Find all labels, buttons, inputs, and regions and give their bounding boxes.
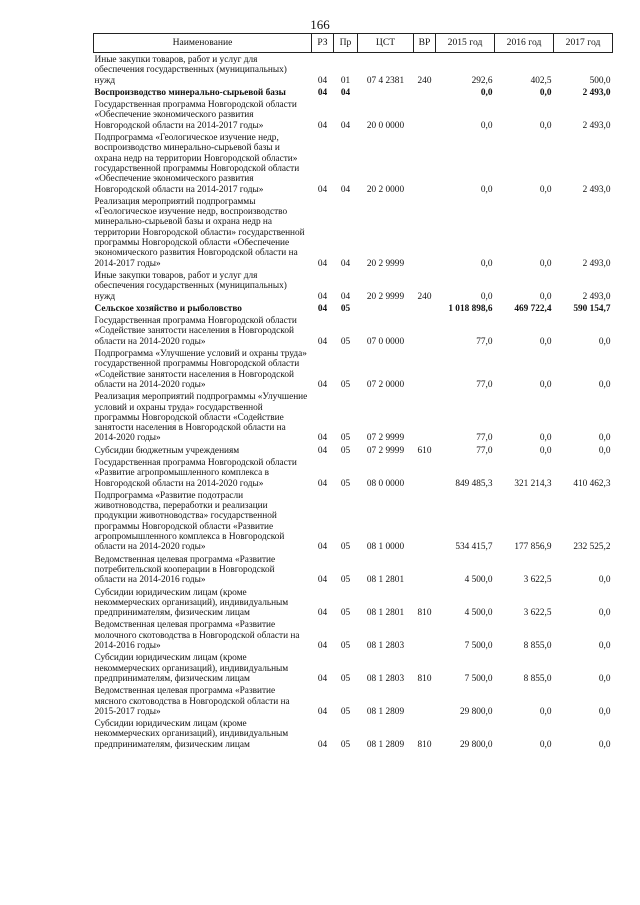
cell-2015: 77,0	[476, 445, 493, 456]
cell-cst: 08 1 2803	[366, 673, 405, 684]
table-row	[94, 390, 613, 443]
cell-2015: 0,0	[480, 120, 493, 131]
cell-vr	[414, 86, 436, 98]
cell-2015: 534 415,7	[455, 542, 493, 553]
cell-2016: 8 855,0	[523, 641, 552, 652]
cell-rz: 04	[317, 575, 328, 586]
table-header	[94, 34, 613, 53]
cell-cst: 08 1 2809	[366, 739, 405, 750]
cell-name: Подпрограмма «Улучшение условий и охраны труда» государственной программы Новгородской области «Содействие занятости населения в Новгородской области на 2014-2020 годы»	[94, 349, 307, 390]
cell-2015: 4 500,0	[464, 575, 493, 586]
cell-2016: 0,0	[539, 87, 552, 98]
cell-rz: 04	[317, 542, 328, 553]
cell-pr: 04	[340, 87, 351, 98]
cell-vr	[414, 131, 436, 195]
cell-rz: 04	[317, 120, 328, 131]
header-rz: РЗ	[312, 34, 334, 53]
cell-2015: 77,0	[476, 336, 493, 347]
cell-2016: 0,0	[539, 336, 552, 347]
cell-pr: 05	[340, 706, 351, 717]
cell-cst	[358, 86, 414, 98]
cell-rz: 04	[317, 673, 328, 684]
table-row	[94, 195, 613, 269]
cell-name: Иные закупки товаров, работ и услуг для обеспечения государственных (муниципальных) нужд	[94, 55, 287, 86]
cell-2017: 410 462,3	[573, 478, 611, 489]
cell-pr: 04	[340, 258, 351, 269]
table-row	[94, 86, 613, 98]
cell-rz: 04	[317, 303, 328, 314]
cell-name: Субсидии юридическим лицам (кроме некоммерческих организаций), индивидуальным предпринимателям, физическим лицам	[94, 719, 289, 750]
cell-2016: 321 214,3	[514, 478, 552, 489]
cell-vr	[414, 553, 436, 586]
cell-rz: 04	[317, 336, 328, 347]
cell-vr	[414, 489, 436, 553]
cell-2017: 2 493,0	[582, 258, 611, 269]
cell-2017: 2 493,0	[582, 120, 611, 131]
cell-pr: 05	[340, 542, 351, 553]
cell-2016: 3 622,5	[523, 575, 552, 586]
cell-2017: 0,0	[598, 433, 611, 444]
cell-vr	[414, 302, 436, 314]
cell-2017: 0,0	[598, 445, 611, 456]
table-row	[94, 314, 613, 347]
cell-vr	[414, 618, 436, 651]
cell-name: Реализация мероприятий подпрограммы «Геологическое изучение недр, воспроизводство минерально-сырьевой базы и охрана недр на территории Новгородской области» государственной программы Новгородской области «Обеспечение экономического развития Новгородской области на 2014-2017 годы»	[94, 196, 305, 269]
table-row	[94, 269, 613, 302]
cell-2015: 0,0	[480, 291, 493, 302]
budget-table	[93, 33, 613, 750]
cell-2017: 0,0	[598, 608, 611, 619]
cell-pr: 05	[340, 445, 351, 456]
cell-cst: 08 1 2801	[366, 608, 405, 619]
cell-2015: 29 800,0	[459, 706, 493, 717]
cell-2015: 1 018 898,6	[448, 303, 493, 314]
cell-2016: 0,0	[539, 445, 552, 456]
table-row	[94, 53, 613, 86]
cell-pr: 05	[340, 478, 351, 489]
cell-rz: 04	[317, 641, 328, 652]
cell-2016: 0,0	[539, 739, 552, 750]
cell-2017: 500,0	[589, 75, 611, 86]
cell-cst: 08 1 2809	[366, 706, 405, 717]
cell-rz: 04	[317, 87, 328, 98]
cell-cst: 07 4 2381	[366, 75, 405, 86]
cell-cst: 20 2 9999	[366, 258, 405, 269]
cell-rz: 04	[317, 291, 328, 302]
cell-cst: 08 1 2803	[366, 641, 405, 652]
cell-cst: 07 0 0000	[366, 336, 405, 347]
cell-2017: 2 493,0	[582, 87, 611, 98]
cell-pr: 05	[340, 641, 351, 652]
table-row	[94, 618, 613, 651]
cell-pr: 05	[340, 673, 351, 684]
cell-2015: 292,6	[471, 75, 493, 86]
cell-vr	[414, 684, 436, 717]
cell-name: Ведомственная целевая программа «Развитие мясного скотоводства в Новгородской области на 2015-2017 годы»	[94, 686, 290, 717]
cell-rz: 04	[317, 184, 328, 195]
cell-name: Субсидии юридическим лицам (кроме некоммерческих организаций), индивидуальным предпринимателям, физическим лицам	[94, 653, 289, 684]
cell-2016: 3 622,5	[523, 608, 552, 619]
cell-name: Государственная программа Новгородской области «Содействие занятости населения в Новгородской области на 2014-2020 годы»	[94, 316, 297, 347]
cell-2016: 402,5	[530, 75, 552, 86]
cell-rz: 04	[317, 75, 328, 86]
table-row	[94, 444, 613, 456]
cell-vr	[414, 195, 436, 269]
cell-cst: 20 2 9999	[366, 291, 405, 302]
cell-2015: 0,0	[480, 184, 493, 195]
cell-2015: 7 500,0	[464, 641, 493, 652]
cell-2015: 4 500,0	[464, 608, 493, 619]
cell-2016: 469 722,4	[514, 303, 552, 314]
cell-2016: 8 855,0	[523, 673, 552, 684]
cell-pr: 05	[340, 303, 351, 314]
cell-pr: 05	[340, 379, 351, 390]
cell-pr: 05	[340, 336, 351, 347]
cell-2016: 0,0	[539, 120, 552, 131]
table-row	[94, 586, 613, 619]
cell-name: Сельское хозяйство и рыболовство	[94, 303, 242, 314]
table-row	[94, 456, 613, 489]
cell-vr: 810	[417, 608, 432, 619]
cell-pr: 04	[340, 184, 351, 195]
cell-vr	[414, 98, 436, 131]
header-vr: ВР	[414, 34, 436, 53]
cell-cst: 20 2 0000	[366, 184, 405, 195]
cell-2017: 0,0	[598, 706, 611, 717]
cell-2017: 0,0	[598, 641, 611, 652]
cell-pr: 04	[340, 291, 351, 302]
cell-vr: 240	[417, 291, 432, 302]
cell-name: Государственная программа Новгородской области «Развитие агропромышленного комплекса в Новгородской области на 2014-2020 годы»	[94, 457, 297, 489]
cell-2016: 0,0	[539, 184, 552, 195]
cell-vr: 810	[417, 739, 432, 750]
cell-rz: 04	[317, 258, 328, 269]
cell-name: Государственная программа Новгородской области «Обеспечение экономического развития Новгородской области на 2014-2017 годы»	[94, 100, 297, 131]
cell-pr: 04	[340, 120, 351, 131]
header-2016: 2016 год	[495, 34, 554, 53]
cell-rz: 04	[317, 478, 328, 489]
cell-rz: 04	[317, 739, 328, 750]
table-row	[94, 651, 613, 684]
cell-rz: 04	[317, 608, 328, 619]
cell-name: Реализация мероприятий подпрограммы «Улучшение условий и охраны труда» государственной программы Новгородской области «Содействие занятости населения в Новгородской области на 2014-2020 годы»	[94, 392, 308, 444]
cell-vr	[414, 456, 436, 489]
cell-name: Иные закупки товаров, работ и услуг для обеспечения государственных (муниципальных) нужд	[94, 270, 287, 302]
cell-2016: 0,0	[539, 379, 552, 390]
table-row	[94, 98, 613, 131]
table-row	[94, 347, 613, 390]
cell-pr: 05	[340, 608, 351, 619]
cell-2017: 0,0	[598, 673, 611, 684]
cell-rz: 04	[317, 706, 328, 717]
cell-name: Субсидии бюджетным учреждениям	[94, 445, 240, 456]
cell-2017: 0,0	[598, 575, 611, 586]
cell-vr	[414, 390, 436, 443]
table-row	[94, 302, 613, 314]
cell-2015: 0,0	[480, 258, 493, 269]
page-number: 166	[310, 17, 330, 32]
cell-vr	[414, 347, 436, 390]
header-name: Наименование	[94, 34, 312, 53]
cell-2015: 7 500,0	[464, 673, 493, 684]
cell-2017: 590 154,7	[573, 303, 611, 314]
cell-cst: 07 2 0000	[366, 379, 405, 390]
cell-2017: 0,0	[598, 379, 611, 390]
cell-2017: 2 493,0	[582, 184, 611, 195]
cell-pr: 05	[340, 433, 351, 444]
cell-2016: 0,0	[539, 291, 552, 302]
table-row	[94, 489, 613, 553]
cell-vr: 610	[417, 445, 432, 456]
table-row	[94, 717, 613, 750]
cell-2015: 77,0	[476, 433, 493, 444]
cell-name: Ведомственная целевая программа «Развитие потребительской кооперации в Новгородской области на 2014-2016 годы»	[94, 554, 276, 586]
header-pr: Пр	[334, 34, 358, 53]
table-body	[94, 53, 613, 751]
cell-rz: 04	[317, 379, 328, 390]
cell-name: Подпрограмма «Развитие подотрасли животноводства, переработки и реализации продукции животноводства» государственной программы Новгородской области «Развитие агропромышленного комплекса в Новгородской области на 2014-2020 годы»	[94, 490, 285, 553]
cell-2015: 0,0	[480, 87, 493, 98]
cell-2016: 0,0	[539, 706, 552, 717]
cell-2015: 77,0	[476, 379, 493, 390]
cell-2016: 0,0	[539, 433, 552, 444]
cell-2016: 0,0	[539, 258, 552, 269]
cell-vr: 810	[417, 673, 432, 684]
cell-name: Воспроизводство минерально-сырьевой базы	[94, 87, 286, 98]
cell-rz: 04	[317, 445, 328, 456]
table-row	[94, 553, 613, 586]
cell-2016: 177 856,9	[514, 542, 552, 553]
cell-pr: 05	[340, 739, 351, 750]
header-2017: 2017 год	[554, 34, 613, 53]
header-cst: ЦСТ	[358, 34, 414, 53]
cell-vr	[414, 314, 436, 347]
cell-2015: 29 800,0	[459, 739, 493, 750]
cell-name: Субсидии юридическим лицам (кроме некоммерческих организаций), индивидуальным предпринимателям, физическим лицам	[94, 587, 289, 619]
cell-name: Подпрограмма «Геологическое изучение недр, воспроизводство минерально-сырьевой базы и охрана недр на территории Новгородской области» государственной программы Новгородской области «Обеспечение экономического развития Новгородской области на 2014-2017 годы»	[94, 133, 300, 195]
cell-cst: 08 1 0000	[366, 542, 405, 553]
cell-name: Ведомственная целевая программа «Развитие молочного скотоводства в Новгородской области на 2014-2016 годы»	[94, 620, 300, 652]
cell-2017: 0,0	[598, 336, 611, 347]
cell-vr: 240	[417, 75, 432, 86]
cell-2017: 232 525,2	[573, 542, 611, 553]
table-row	[94, 684, 613, 717]
cell-2015: 849 485,3	[455, 478, 493, 489]
cell-pr: 05	[340, 575, 351, 586]
cell-cst	[358, 302, 414, 314]
cell-cst: 07 2 9999	[366, 433, 405, 444]
cell-2017: 0,0	[598, 739, 611, 750]
cell-2017: 2 493,0	[582, 291, 611, 302]
cell-cst: 20 0 0000	[366, 120, 405, 131]
cell-pr: 01	[340, 75, 351, 86]
table-row	[94, 131, 613, 195]
cell-cst: 08 1 2801	[366, 575, 405, 586]
header-2015: 2015 год	[436, 34, 495, 53]
cell-cst: 08 0 0000	[366, 478, 405, 489]
cell-cst: 07 2 9999	[366, 445, 405, 456]
cell-rz: 04	[317, 433, 328, 444]
